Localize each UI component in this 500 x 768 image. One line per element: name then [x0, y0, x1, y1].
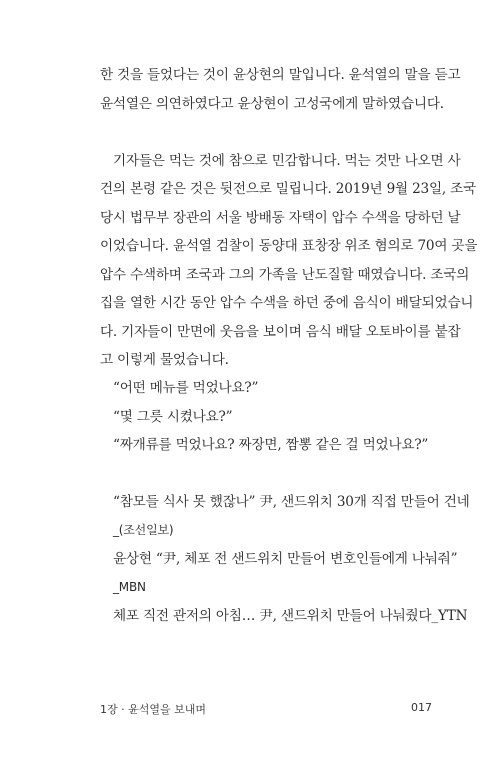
- headline-line: 체포 직전 관저의 아침… 尹, 샌드위치 만들어 나눠줬다_YTN: [113, 608, 468, 624]
- page-number: 017: [411, 701, 432, 714]
- chapter-title: 1장 · 윤석열을 보내며: [100, 703, 206, 716]
- headline-source: _MBN: [113, 580, 146, 594]
- paragraph-line: 건의 본령 같은 것은 뒷전으로 밀립니다. 2019년 9월 23일, 조국: [100, 181, 477, 197]
- quote-line: “짜개류를 먹었나요? 짜장면, 짬뽕 같은 걸 먹었나요?”: [113, 437, 429, 453]
- headline-line: 윤상현 “尹, 체포 전 샌드위치 만들어 변호인들에게 나눠줘”: [113, 551, 458, 567]
- paragraph-line: 압수 수색하며 조국과 그의 가족을 난도질할 때였습니다. 조국의: [100, 267, 470, 283]
- paragraph-line: 다. 기자들이 만면에 웃음을 보이며 음식 배달 오토바이를 붙잡: [100, 324, 461, 340]
- paragraph-line: 한 것을 들었다는 것이 윤상현의 말입니다. 윤석열의 말을 듣고: [100, 67, 461, 83]
- paragraph-line: 윤석열은 의연하였다고 윤상현이 고성국에게 말하였습니다.: [100, 96, 444, 112]
- paragraph-line: 기자들은 먹는 것에 참으로 민감합니다. 먹는 것만 나오면 사: [113, 153, 461, 169]
- paragraph-line: 당시 법무부 장관의 서울 방배동 자택이 압수 수색을 당하던 날: [100, 210, 461, 226]
- quote-line: “어떤 메뉴를 먹었나요?”: [113, 380, 259, 396]
- paragraph-line: 고 이렇게 물었습니다.: [100, 352, 229, 368]
- headline-source: _(조선일보): [113, 523, 174, 537]
- paragraph-line: 집을 열한 시간 동안 압수 수색을 하던 중에 음식이 배달되었습니: [100, 295, 474, 311]
- quote-line: “몇 그릇 시켰나요?”: [113, 409, 233, 425]
- headline-line: “참모들 식사 못 했잖나” 尹, 샌드위치 30개 직접 만들어 건네: [113, 494, 470, 510]
- paragraph-line: 이었습니다. 윤석열 검찰이 동양대 표창장 위조 혐의로 70여 곳을: [100, 238, 478, 254]
